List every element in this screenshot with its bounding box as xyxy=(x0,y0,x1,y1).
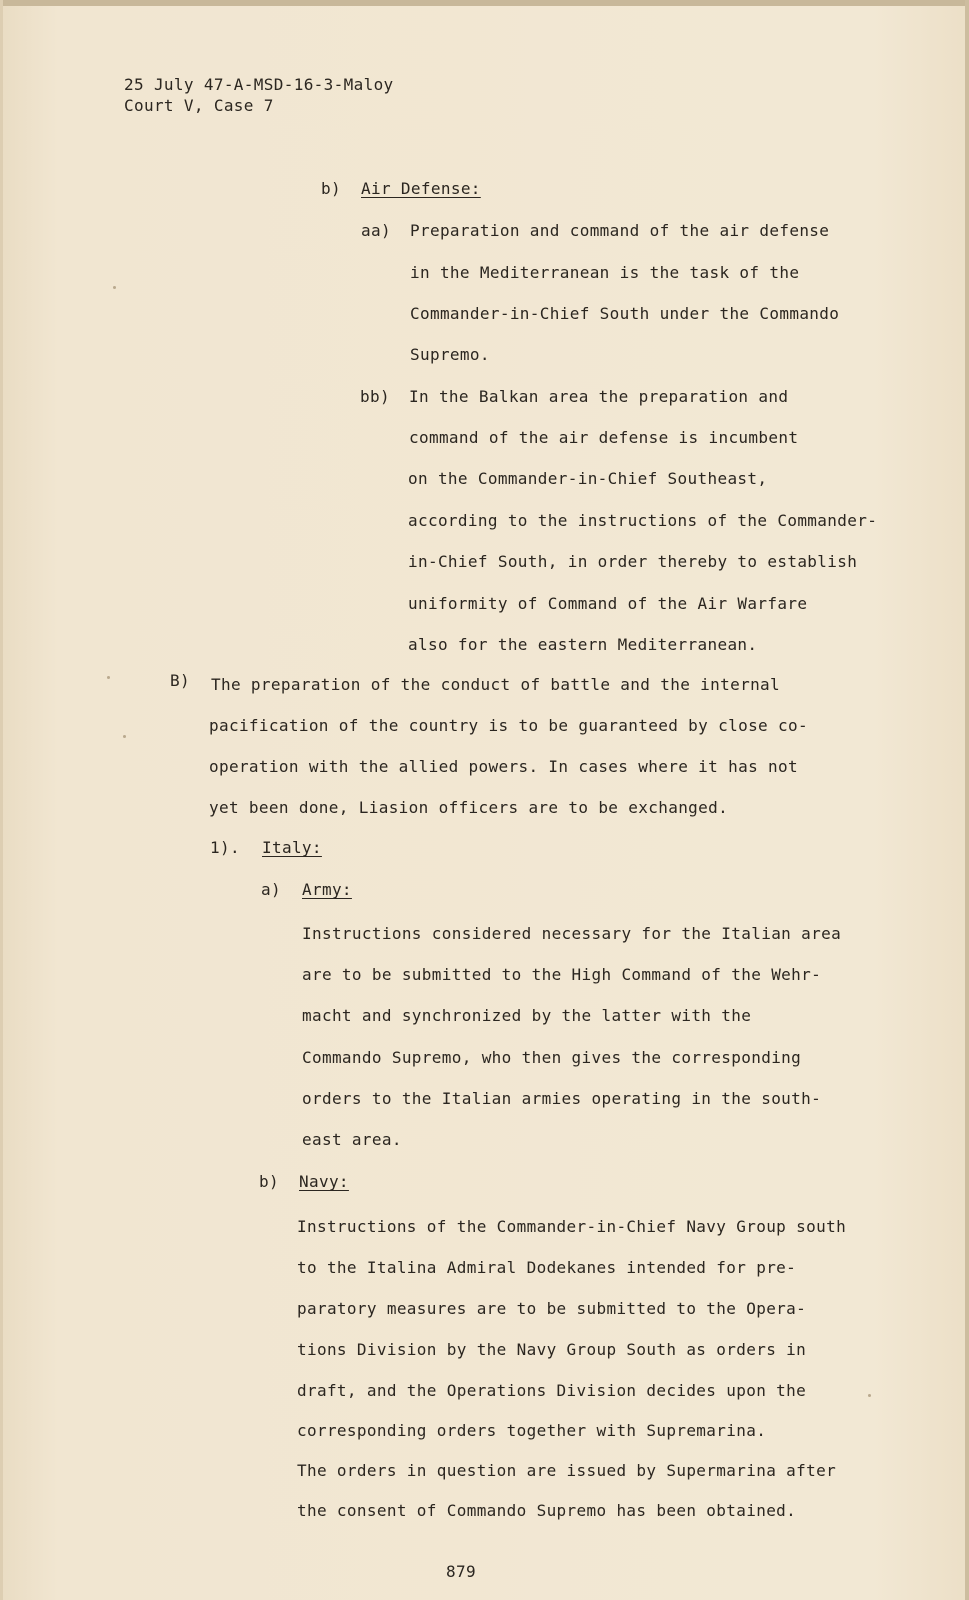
navy-heading: Navy: xyxy=(299,1172,349,1191)
aa-line: Commander-in-Chief South under the Commando xyxy=(410,304,840,323)
army-line: orders to the Italian armies operating in the south- xyxy=(302,1089,822,1108)
aa-line: in the Mediterranean is the task of the xyxy=(410,263,800,282)
section-B-line: The preparation of the conduct of battle and the internal xyxy=(211,675,781,694)
paper-speck xyxy=(107,676,110,679)
navy-line: the consent of Commando Supremo has been obtained. xyxy=(297,1501,797,1520)
bb-line: on the Commander-in-Chief Southeast, xyxy=(408,469,768,488)
italy-marker: 1). xyxy=(210,838,240,857)
paper-edge-right xyxy=(965,0,969,1600)
section-b-marker: b) xyxy=(321,179,341,198)
navy-line: paratory measures are to be submitted to the Opera- xyxy=(297,1299,807,1318)
paper-edge-left xyxy=(0,0,3,1600)
bb-line: in-Chief South, in order thereby to establish xyxy=(408,552,858,571)
bb-line: command of the air defense is incumbent xyxy=(409,428,799,447)
italy-heading: Italy: xyxy=(262,838,322,857)
paper-speck xyxy=(868,1394,871,1397)
paper-speck xyxy=(113,286,116,289)
army-heading: Army: xyxy=(302,880,352,899)
navy-line: draft, and the Operations Division decides upon the xyxy=(297,1381,807,1400)
aa-line: Supremo. xyxy=(410,345,490,364)
bb-line: also for the eastern Mediterranean. xyxy=(408,635,758,654)
page-number: 879 xyxy=(446,1562,476,1581)
section-B-marker: B) xyxy=(170,671,190,690)
navy-line: to the Italina Admiral Dodekanes intended for pre- xyxy=(297,1258,797,1277)
air-defense-heading: Air Defense: xyxy=(361,179,481,198)
army-line: macht and synchronized by the latter with the xyxy=(302,1006,752,1025)
army-line: Instructions considered necessary for the Italian area xyxy=(302,924,842,943)
section-B-line: yet been done, Liasion officers are to be exchanged. xyxy=(209,798,729,817)
bb-marker: bb) xyxy=(360,387,390,406)
paper-speck xyxy=(123,735,126,738)
doc-reference: 25 July 47-A-MSD-16-3-Maloy xyxy=(124,75,394,94)
navy-marker: b) xyxy=(259,1172,279,1191)
bb-line: according to the instructions of the Commander- xyxy=(408,511,878,530)
navy-line: corresponding orders together with Supremarina. xyxy=(297,1421,767,1440)
bb-line: In the Balkan area the preparation and xyxy=(409,387,789,406)
army-line: Commando Supremo, who then gives the corresponding xyxy=(302,1048,802,1067)
navy-line: The orders in question are issued by Supermarina after xyxy=(297,1461,837,1480)
army-line: east area. xyxy=(302,1130,402,1149)
army-marker: a) xyxy=(261,880,281,899)
aa-marker: aa) xyxy=(361,221,391,240)
paper-edge-top xyxy=(0,0,969,6)
court-case: Court V, Case 7 xyxy=(124,96,274,115)
navy-line: tions Division by the Navy Group South as orders in xyxy=(297,1340,807,1359)
bb-line: uniformity of Command of the Air Warfare xyxy=(408,594,808,613)
navy-line: Instructions of the Commander-in-Chief Navy Group south xyxy=(297,1217,847,1236)
aa-line: Preparation and command of the air defense xyxy=(410,221,830,240)
army-line: are to be submitted to the High Command of the Wehr- xyxy=(302,965,822,984)
section-B-line: operation with the allied powers. In cases where it has not xyxy=(209,757,798,776)
section-B-line: pacification of the country is to be guaranteed by close co- xyxy=(209,716,808,735)
